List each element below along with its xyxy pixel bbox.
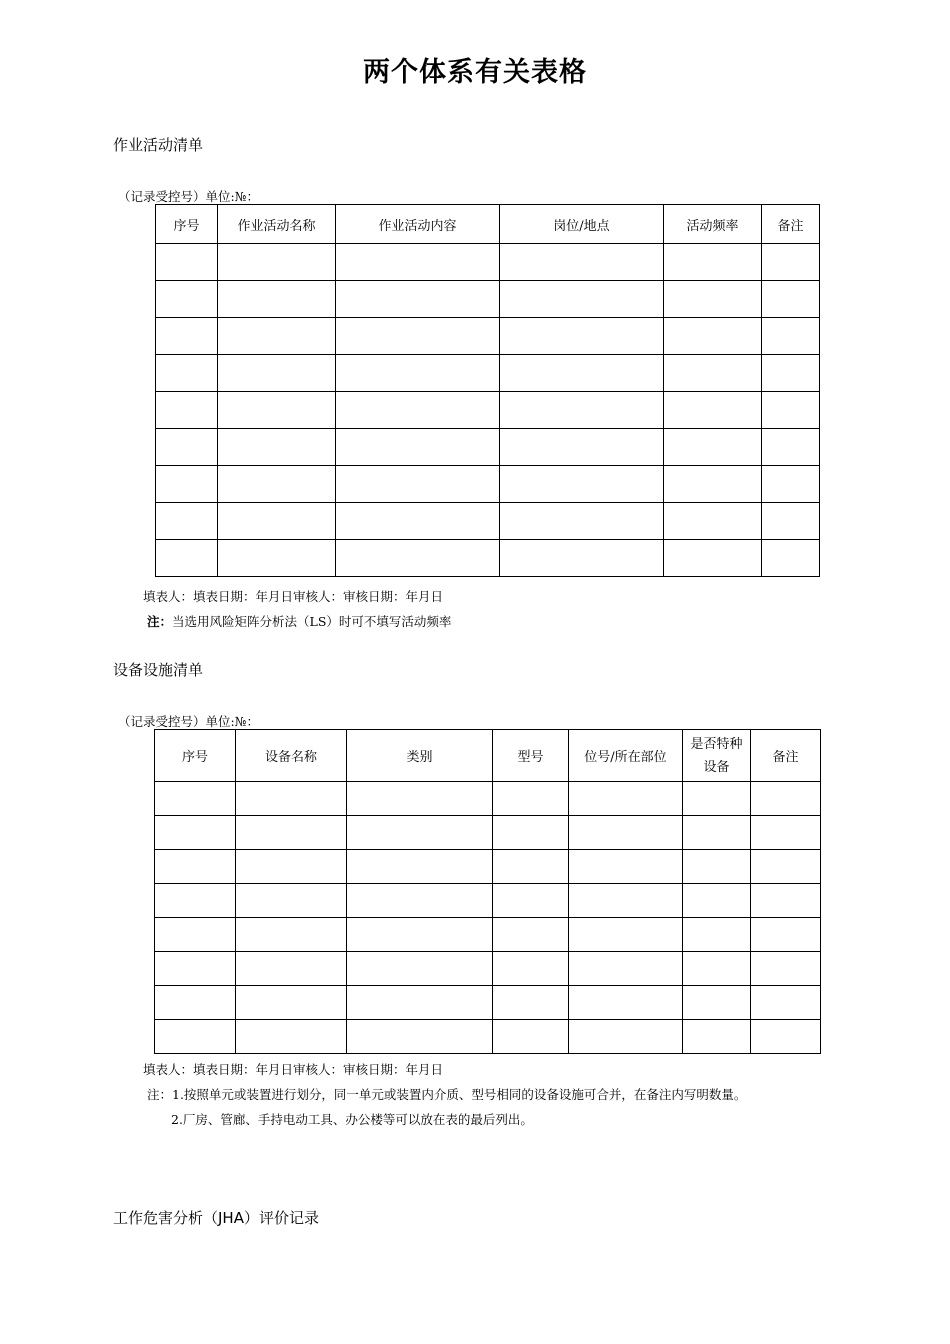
equipment-list-table <box>154 729 821 1054</box>
table-cell[interactable] <box>236 782 347 816</box>
table-cell[interactable] <box>493 884 569 918</box>
table-cell[interactable] <box>762 466 820 503</box>
section-heading-equipment-list: 设备设施清单 <box>113 661 204 679</box>
table-cell[interactable] <box>751 884 821 918</box>
table-cell[interactable] <box>156 244 218 281</box>
page-title: 两个体系有关表格 <box>363 57 587 88</box>
table-cell[interactable] <box>664 503 762 540</box>
table-cell[interactable] <box>569 850 683 884</box>
table-cell[interactable] <box>751 782 821 816</box>
table-cell[interactable] <box>347 816 493 850</box>
table-cell[interactable] <box>493 782 569 816</box>
column-header: 作业活动内容 <box>336 205 500 244</box>
table-row <box>155 782 821 816</box>
table-cell[interactable] <box>218 466 336 503</box>
table-row <box>155 1020 821 1054</box>
column-header: 活动频率 <box>664 205 762 244</box>
table-cell[interactable] <box>155 816 236 850</box>
table-note: 2.厂房、管廊、手持电动工具、办公楼等可以放在表的最后列出。 <box>171 1112 533 1127</box>
table-cell[interactable] <box>664 355 762 392</box>
table-cell[interactable] <box>218 392 336 429</box>
table-cell[interactable] <box>236 986 347 1020</box>
table-header-row <box>156 205 820 244</box>
table-cell[interactable] <box>751 816 821 850</box>
activity-list-table <box>155 204 820 577</box>
table-cell[interactable] <box>155 884 236 918</box>
table-cell[interactable] <box>500 392 664 429</box>
table-cell[interactable] <box>155 986 236 1020</box>
table-cell[interactable] <box>569 816 683 850</box>
table-cell[interactable] <box>336 392 500 429</box>
table-row <box>156 429 820 466</box>
table-cell[interactable] <box>347 782 493 816</box>
table-cell[interactable] <box>336 540 500 577</box>
note-label: 注： <box>147 614 173 629</box>
table-cell[interactable] <box>347 850 493 884</box>
table-cell[interactable] <box>500 244 664 281</box>
table-cell[interactable] <box>156 281 218 318</box>
table-cell[interactable] <box>236 850 347 884</box>
table-row <box>156 281 820 318</box>
table-cell[interactable] <box>156 429 218 466</box>
table-row <box>156 392 820 429</box>
table-cell[interactable] <box>336 429 500 466</box>
record-control-meta: （记录受控号）单位:№： <box>118 189 260 204</box>
section-heading-activity-list: 作业活动清单 <box>113 136 204 154</box>
column-header: 序号 <box>156 205 218 244</box>
table-cell[interactable] <box>500 540 664 577</box>
table-cell[interactable] <box>156 540 218 577</box>
table-cell[interactable] <box>156 503 218 540</box>
table-cell[interactable] <box>493 952 569 986</box>
table-cell[interactable] <box>493 850 569 884</box>
table-row <box>155 918 821 952</box>
column-header: 型号 <box>493 730 569 782</box>
table-cell[interactable] <box>218 318 336 355</box>
table-cell[interactable] <box>664 318 762 355</box>
table-cell[interactable] <box>762 244 820 281</box>
table-cell[interactable] <box>664 540 762 577</box>
table-note: 注：1.按照单元或装置进行划分，同一单元或装置内介质、型号相同的设备设施可合并，在备注内写明数量。 <box>147 1087 747 1102</box>
table-cell[interactable] <box>218 355 336 392</box>
table-cell[interactable] <box>336 244 500 281</box>
table-cell[interactable] <box>664 244 762 281</box>
table-cell[interactable] <box>493 816 569 850</box>
table-cell[interactable] <box>664 281 762 318</box>
table-cell[interactable] <box>218 429 336 466</box>
table-cell[interactable] <box>751 850 821 884</box>
table-cell[interactable] <box>762 318 820 355</box>
table-cell[interactable] <box>569 782 683 816</box>
table-cell[interactable] <box>762 503 820 540</box>
table-cell[interactable] <box>569 952 683 986</box>
table-cell[interactable] <box>155 952 236 986</box>
table-cell[interactable] <box>236 816 347 850</box>
table-cell[interactable] <box>683 850 751 884</box>
table-cell[interactable] <box>218 281 336 318</box>
table-row <box>156 540 820 577</box>
form-footer: 填表人：填表日期：年月日审核人：审核日期：年月日 <box>143 589 444 604</box>
table-cell[interactable] <box>569 1020 683 1054</box>
table-cell[interactable] <box>751 1020 821 1054</box>
table-cell[interactable] <box>336 318 500 355</box>
column-header: 类别 <box>347 730 493 782</box>
table-cell[interactable] <box>156 466 218 503</box>
table-cell[interactable] <box>156 392 218 429</box>
table-cell[interactable] <box>500 281 664 318</box>
table-cell[interactable] <box>500 466 664 503</box>
column-header: 岗位/地点 <box>500 205 664 244</box>
table-cell[interactable] <box>336 281 500 318</box>
column-header: 备注 <box>751 730 821 782</box>
table-cell[interactable] <box>347 986 493 1020</box>
table-cell[interactable] <box>664 466 762 503</box>
table-cell[interactable] <box>683 918 751 952</box>
table-row <box>156 318 820 355</box>
table-cell[interactable] <box>336 466 500 503</box>
table-cell[interactable] <box>751 986 821 1020</box>
table-cell[interactable] <box>347 952 493 986</box>
column-header <box>683 730 751 782</box>
table-cell[interactable] <box>683 782 751 816</box>
table-row <box>156 466 820 503</box>
table-cell[interactable] <box>155 1020 236 1054</box>
table-cell[interactable] <box>664 429 762 466</box>
table-cell[interactable] <box>751 952 821 986</box>
table-cell[interactable] <box>683 986 751 1020</box>
table-row <box>155 986 821 1020</box>
table-note <box>147 612 451 630</box>
table-cell[interactable] <box>569 884 683 918</box>
column-header: 位号/所在部位 <box>569 730 683 782</box>
table-cell[interactable] <box>236 1020 347 1054</box>
table-cell[interactable] <box>236 918 347 952</box>
table-cell[interactable] <box>336 355 500 392</box>
table-cell[interactable] <box>569 918 683 952</box>
table-row <box>155 884 821 918</box>
table-cell[interactable] <box>500 503 664 540</box>
table-cell[interactable] <box>156 355 218 392</box>
table-cell[interactable] <box>347 884 493 918</box>
table-cell[interactable] <box>347 1020 493 1054</box>
table-cell[interactable] <box>155 918 236 952</box>
section-heading-jha-record: 工作危害分析（JHA）评价记录 <box>113 1209 319 1227</box>
table-cell[interactable] <box>500 355 664 392</box>
table-cell[interactable] <box>762 429 820 466</box>
table-cell[interactable] <box>493 986 569 1020</box>
table-cell[interactable] <box>155 782 236 816</box>
table-row <box>156 244 820 281</box>
table-cell[interactable] <box>347 918 493 952</box>
table-cell[interactable] <box>751 918 821 952</box>
table-cell[interactable] <box>569 986 683 1020</box>
table-cell[interactable] <box>683 952 751 986</box>
table-row <box>156 503 820 540</box>
table-cell[interactable] <box>493 918 569 952</box>
table-cell[interactable] <box>664 392 762 429</box>
table-row <box>155 850 821 884</box>
form-footer: 填表人：填表日期：年月日审核人：审核日期：年月日 <box>143 1062 444 1077</box>
record-control-meta: （记录受控号）单位:№： <box>118 714 260 729</box>
table-cell[interactable] <box>683 816 751 850</box>
column-header: 作业活动名称 <box>218 205 336 244</box>
table-cell[interactable] <box>762 355 820 392</box>
column-header: 设备名称 <box>236 730 347 782</box>
table-cell[interactable] <box>762 281 820 318</box>
table-cell[interactable] <box>500 429 664 466</box>
column-header: 序号 <box>155 730 236 782</box>
table-cell[interactable] <box>218 540 336 577</box>
column-header: 备注 <box>762 205 820 244</box>
table-cell[interactable] <box>683 884 751 918</box>
table-cell[interactable] <box>155 850 236 884</box>
table-row <box>156 355 820 392</box>
table-cell[interactable] <box>218 244 336 281</box>
note-text: 当选用风险矩阵分析法（LS）时可不填写活动频率 <box>172 614 452 629</box>
table-row <box>155 816 821 850</box>
table-cell[interactable] <box>336 503 500 540</box>
table-cell[interactable] <box>218 503 336 540</box>
table-cell[interactable] <box>762 392 820 429</box>
table-header-row <box>155 730 821 782</box>
table-row <box>155 952 821 986</box>
table-cell[interactable] <box>156 318 218 355</box>
column-header-line: 是否特种 <box>690 736 743 752</box>
table-cell[interactable] <box>500 318 664 355</box>
column-header-line: 设备 <box>703 759 730 775</box>
table-cell[interactable] <box>236 884 347 918</box>
table-cell[interactable] <box>493 1020 569 1054</box>
table-cell[interactable] <box>236 952 347 986</box>
table-cell[interactable] <box>683 1020 751 1054</box>
table-cell[interactable] <box>762 540 820 577</box>
